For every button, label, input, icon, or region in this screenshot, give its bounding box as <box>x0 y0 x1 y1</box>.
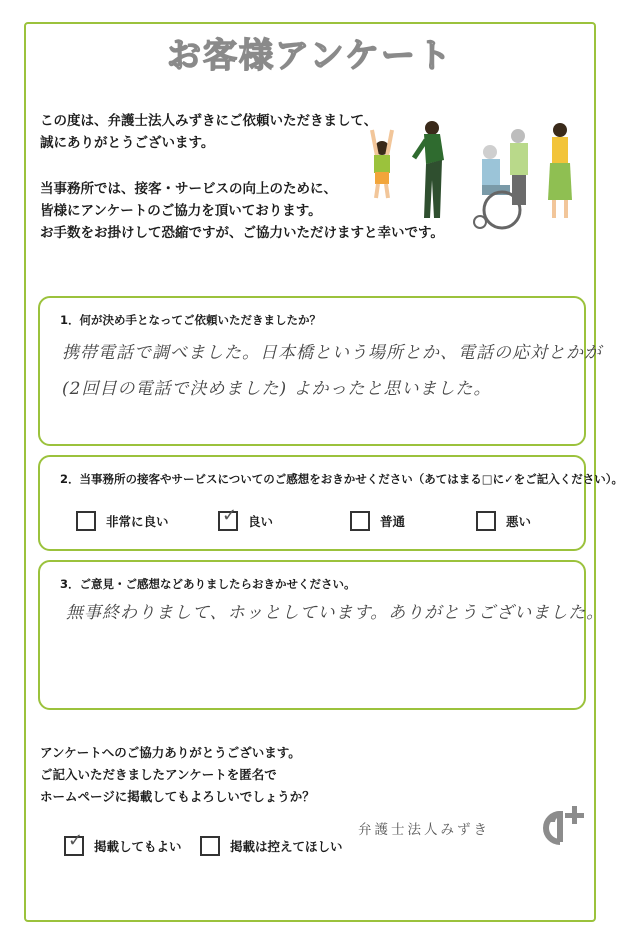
option-label: 非常に良い <box>106 514 169 529</box>
publish-ok-checkbox[interactable] <box>64 830 84 856</box>
option-bad[interactable] <box>476 511 531 531</box>
question-1-title: 1．何が決め手となってご依頼いただきましたか？ <box>60 313 321 327</box>
question-3-box <box>38 560 605 710</box>
question-1-box <box>38 296 602 446</box>
option-publish-decline[interactable] <box>200 836 343 856</box>
question-3-answer-line-1: 無事終わりまして、ホッとしています。ありがとうございました。 <box>66 603 605 623</box>
question-3-title: 3．ご意見・ご感想などありましたらおきかせください。 <box>60 577 356 591</box>
option-label: 普通 <box>380 514 406 529</box>
bowing-man-figure <box>414 121 444 218</box>
question-2-title: 2．当事務所の接客やサービスについてのご感想をおきかせください（あてはまる□に✓をご記入ください）。 <box>60 472 624 486</box>
firm-name: 弁護士法人みずき <box>358 822 490 838</box>
bad-checkbox[interactable] <box>476 511 496 531</box>
woman-figure <box>548 123 572 218</box>
option-publish-ok[interactable] <box>64 830 182 856</box>
child-figure <box>372 130 392 198</box>
people-illustration <box>340 100 590 235</box>
question-1-answer-line-2: (2回目の電話で決めました) よかったと思いました。 <box>62 379 492 399</box>
older-man-figure <box>510 129 528 205</box>
option-label: 悪い <box>506 514 532 529</box>
good-checkbox[interactable] <box>218 505 238 531</box>
option-average[interactable] <box>350 511 405 531</box>
footer-line-3: ホームページに掲載してもよろしいでしょうか？ <box>40 789 315 804</box>
footer-line-1: アンケートへのご協力ありがとうございます。 <box>40 745 301 760</box>
intro-line-2: 誠にありがとうございます。 <box>40 135 215 151</box>
page-title: お客様アンケート <box>167 36 453 76</box>
footer-line-2: ご記入いただきましたアンケートを匿名で <box>40 767 277 782</box>
question-1-answer-line-1: 携帯電話で調べました。日本橋という場所とか、電話の応対とかが <box>62 343 602 363</box>
intro-line-5: お手数をお掛けして恐縮ですが、ご協力いただけますと幸いです。 <box>40 225 444 241</box>
publish-decline-checkbox[interactable] <box>200 836 220 856</box>
option-label: 良い <box>248 514 274 529</box>
very-good-checkbox[interactable] <box>76 511 96 531</box>
option-good[interactable] <box>218 505 274 531</box>
intro-line-1: この度は、弁護士法人みずきにご依頼いただきまして、 <box>40 113 378 129</box>
firm-logo-icon <box>532 800 588 850</box>
check-mark-icon: ✓ <box>68 830 84 851</box>
question-2-box <box>38 455 624 551</box>
intro-line-4: 皆様にアンケートのご協力を頂いております。 <box>40 203 322 219</box>
check-mark-icon: ✓ <box>222 505 238 526</box>
option-label: 掲載してもよい <box>94 839 182 854</box>
option-very-good[interactable] <box>76 511 169 531</box>
option-label: 掲載は控えてほしい <box>230 839 343 854</box>
intro-line-3: 当事務所では、接客・サービスの向上のために、 <box>40 181 337 197</box>
average-checkbox[interactable] <box>350 511 370 531</box>
